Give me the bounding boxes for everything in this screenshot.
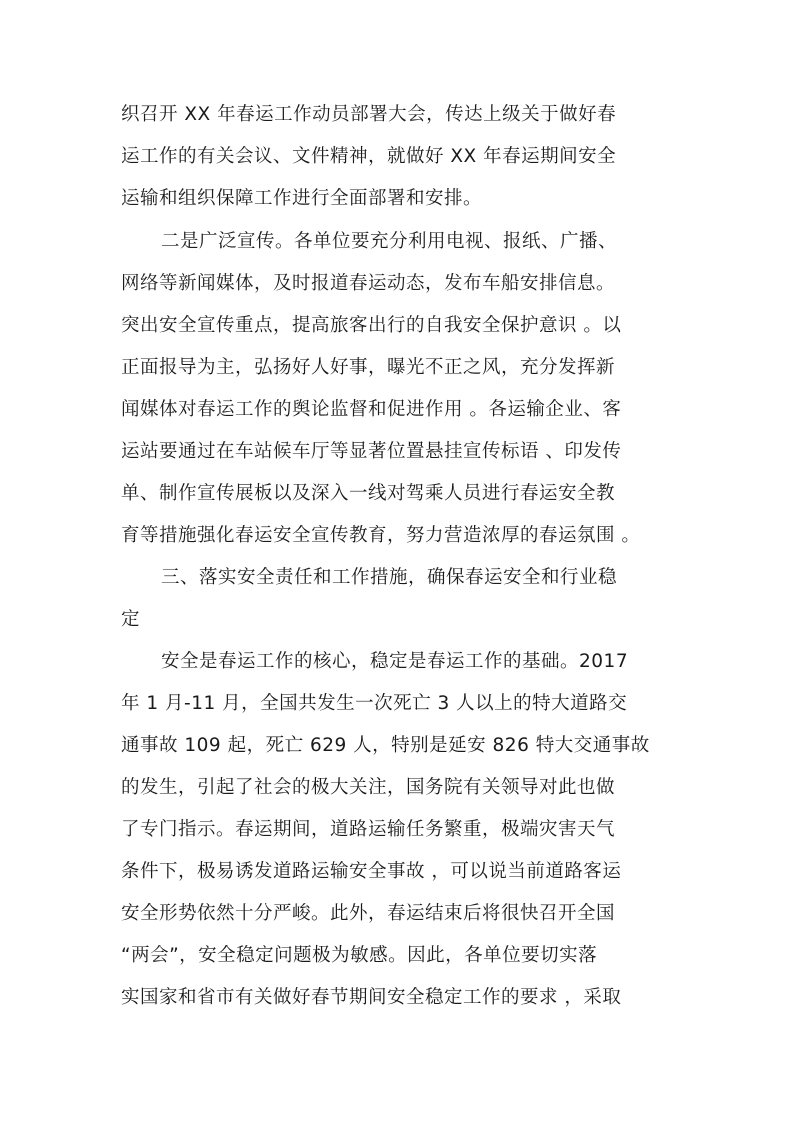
paragraph-line: 年 1 月-11 月，全国共发生一次死亡 3 人以上的特大道路交 (121, 693, 628, 714)
paragraph-line: 安全是春运工作的核心，稳定是春运工作的基础。2017 (161, 651, 629, 672)
paragraph-line: 二是广泛宣传。各单位要充分利用电视、报纸、广播、 (161, 231, 618, 252)
paragraph-line: 织召开 XX 年春运工作动员部署大会，传达上级关于做好春 (121, 104, 617, 125)
paragraph-line: 运站要通过在车站候车厅等显著位置悬挂宣传标语 、印发传 (121, 441, 622, 462)
paragraph-line: 了专门指示。春运期间，道路运输任务繁重，极端灾害天气 (121, 819, 616, 840)
paragraph-line: 育等措施强化春运安全宣传教育，努力营造浓厚的春运氛围 。 (121, 525, 641, 546)
section-heading-line: 三、落实安全责任和工作措施，确保春运安全和行业稳 (161, 567, 618, 588)
paragraph-line: 的发生，引起了社会的极大关注，国务院有关领导对此也做 (121, 777, 616, 798)
section-heading-line: 定 (121, 609, 141, 630)
paragraph-line: “两会”，安全稳定问题极为敏感。因此，各单位要切实落 (121, 945, 598, 966)
paragraph-line: 通事故 109 起，死亡 629 人，特别是延安 826 特大交通事故 (121, 735, 650, 756)
paragraph-line: 正面报导为主，弘扬好人好事，曝光不正之风，充分发挥新 (121, 357, 616, 378)
paragraph-line: 突出安全宣传重点，提高旅客出行的自我安全保护意识 。以 (121, 315, 622, 336)
paragraph-line: 单、制作宣传展板以及深入一线对驾乘人员进行春运安全教 (121, 483, 616, 504)
paragraph-line: 安全形势依然十分严峻。此外，春运结束后将很快召开全国 (121, 903, 616, 924)
paragraph-line: 实国家和省市有关做好春节期间安全稳定工作的要求 ，采取 (121, 987, 622, 1008)
paragraph-line: 运输和组织保障工作进行全面部署和安排。 (121, 188, 483, 209)
paragraph-line: 运工作的有关会议、文件精神，就做好 XX 年春运期间安全 (121, 146, 617, 167)
paragraph-line: 条件下，极易诱发道路运输安全事故 ，可以说当前道路客运 (121, 861, 622, 882)
paragraph-line: 网络等新闻媒体，及时报道春运动态，发布车船安排信息。 (121, 273, 616, 294)
paragraph-line: 闻媒体对春运工作的舆论监督和促进作用 。各运输企业、客 (121, 399, 622, 420)
